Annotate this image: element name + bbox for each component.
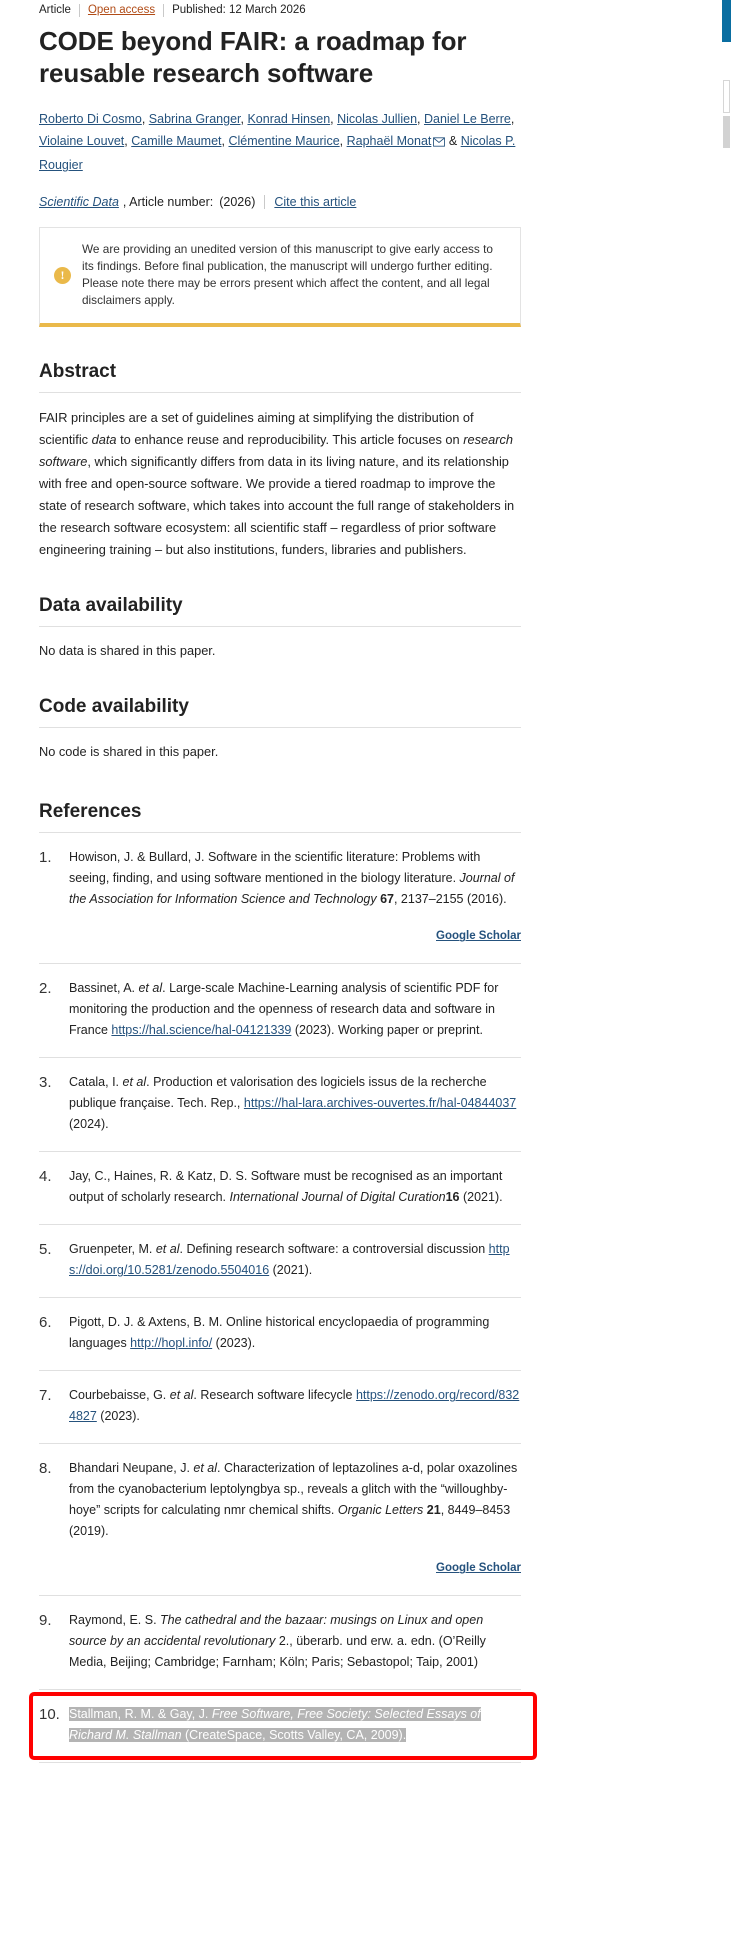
data-availability-text: No data is shared in this paper. <box>39 643 216 659</box>
reference-fragment: , 8449–8453 (2019). <box>69 1503 511 1539</box>
reference-fragment: Gruenpeter, M. <box>69 1242 156 1257</box>
author-link[interactable]: Clémentine Maurice <box>228 134 340 149</box>
reference-item <box>39 1444 521 1596</box>
reference-text <box>69 1072 521 1135</box>
google-scholar-link[interactable]: Google Scholar <box>436 1562 521 1575</box>
reference-number: 8. <box>39 1460 52 1478</box>
author-link[interactable]: Camille Maumet <box>131 134 222 149</box>
reference-text <box>69 1610 521 1673</box>
reference-fragment: (2023). Working paper or preprint. <box>291 1023 483 1038</box>
author-list: Roberto Di Cosmo, Sabrina Granger, Konrad Hinsen, Nicolas Jullien, Daniel Le Berre, Violaine Louvet, Camille Maumet, Clémentine Maurice, Raphaël Monat & Nicolas P. Rougier <box>39 112 516 173</box>
reference-url-link[interactable]: https://hal-lara.archives-ouvertes.fr/hal-04844037 <box>243 1096 517 1111</box>
published-date: Published: 12 March 2026 <box>172 4 306 16</box>
reference-fragment: (2021). <box>459 1190 503 1205</box>
author-link[interactable]: Roberto Di Cosmo <box>39 112 142 127</box>
reference-text <box>69 1458 521 1579</box>
reference-number: 7. <box>39 1387 52 1405</box>
reference-item <box>39 1596 521 1690</box>
reference-number: 1. <box>39 849 52 867</box>
reference-fragment: . Research software lifecycle <box>193 1388 356 1403</box>
author-link[interactable]: Raphaël Monat <box>346 134 432 149</box>
reference-item <box>39 964 521 1058</box>
reference-italic: et al <box>155 1242 180 1257</box>
reference-fragment: Pigott, D. J. & Axtens, B. M. Online historical encyclopaedia of programming languages <box>69 1315 490 1351</box>
reference-fragment: Courbebaisse, G. <box>69 1388 170 1403</box>
reference-fragment: . Defining research software: a controversial discussion <box>179 1242 489 1257</box>
reference-italic: The cathedral and the bazaar: musings on Linux and open source by an accidental revolutionary <box>69 1613 484 1649</box>
reference-fragment: Raymond, E. S. <box>69 1613 161 1628</box>
reference-fragment: Bhandari Neupane, J. <box>69 1461 194 1476</box>
journal-name-link[interactable]: Scientific Data <box>39 195 119 210</box>
reference-italic: et al <box>193 1461 218 1476</box>
notice-text: We are providing an unedited version of this manuscript to give early access to its findings. Before final publication, the manuscript will undergo further editing. Please note there may be errors present which affect the content, and all legal disclaimers apply. <box>82 242 493 308</box>
abstract-emphasis: research software <box>39 432 514 470</box>
reference-item <box>39 1690 521 1763</box>
reference-volume: 67 <box>380 892 394 907</box>
reference-number: 4. <box>39 1168 52 1186</box>
author-link[interactable]: Konrad Hinsen <box>247 112 331 127</box>
reference-fragment: Jay, C., Haines, R. & Katz, D. S. Software must be recognised as an important output of scholarly research. <box>69 1169 503 1205</box>
open-access-link[interactable]: Open access <box>87 4 156 16</box>
reference-text <box>69 978 521 1041</box>
breadcrumb <box>39 2 521 18</box>
right-rail-accent-bar <box>722 0 731 42</box>
reference-italic: et al <box>138 981 163 996</box>
reference-url-link[interactable]: http://hopl.info/ <box>130 1336 213 1351</box>
reference-text <box>69 847 521 947</box>
author-link[interactable]: Sabrina Granger <box>148 112 241 127</box>
reference-list <box>39 833 521 1763</box>
google-scholar-link[interactable]: Google Scholar <box>436 930 521 943</box>
reference-italic: et al <box>122 1075 147 1090</box>
selected-reference-italic: Free Software, Free Society: Selected Essays of Richard M. Stallman <box>69 1707 481 1743</box>
reference-number: 3. <box>39 1074 52 1092</box>
reference-item <box>39 1371 521 1444</box>
journal-meta-divider <box>264 195 265 209</box>
reference-fragment: Catala, I. <box>69 1075 123 1090</box>
reference-url-link[interactable]: https://zenodo.org/record/8324827 <box>69 1388 520 1424</box>
cite-this-article-link[interactable]: Cite this article <box>274 195 357 210</box>
abstract-fragment: , which significantly differs from data in its living nature, and its relationship with free and open-source software. We provide a tiered roadmap to improve the state of research software, which takes into account the full range of stakeholders in the research software ecosystem: all scientific staff – regardless of prior software engineering training – but also institutions, funders, libraries and publishers. <box>39 454 515 558</box>
abstract-fragment: to enhance reuse and reproducibility. This article focuses on <box>116 432 464 448</box>
page-title: CODE beyond FAIR: a roadmap for reusable research software <box>39 26 467 88</box>
reference-item <box>39 1152 521 1225</box>
reference-number: 6. <box>39 1314 52 1332</box>
reference-italic: et al <box>169 1388 194 1403</box>
reference-text <box>69 1166 521 1208</box>
reference-fragment: (2024). <box>69 1117 109 1132</box>
reference-item <box>39 833 521 964</box>
article-number-label: , Article number: <box>122 195 214 210</box>
reference-text <box>69 1704 521 1746</box>
reference-fragment: Howison, J. & Bullard, J. Software in the scientific literature: Problems with seeing, finding, and using software mentioned in the biology literature. <box>69 850 481 886</box>
reference-fragment: , 2137–2155 (2016). <box>393 892 507 907</box>
reference-number: 9. <box>39 1612 52 1630</box>
scrollbar-track[interactable] <box>723 80 730 113</box>
reference-text <box>69 1312 521 1354</box>
reference-text <box>69 1385 521 1427</box>
breadcrumb-article-type: Article <box>39 4 71 16</box>
author-link[interactable]: Nicolas P. Rougier <box>39 134 516 173</box>
reference-text <box>69 1239 521 1281</box>
reference-item <box>39 1058 521 1152</box>
abstract-text <box>39 407 521 561</box>
references-heading: References <box>39 801 521 833</box>
reference-fragment: (2021). <box>269 1263 313 1278</box>
reference-item <box>39 1225 521 1298</box>
unedited-manuscript-notice <box>39 227 521 327</box>
article-content <box>39 0 521 1763</box>
article-number-value: (2026) <box>219 195 256 210</box>
reference-fragment: Bassinet, A. <box>69 981 139 996</box>
abstract-heading: Abstract <box>39 361 521 393</box>
reference-item <box>39 1298 521 1371</box>
reference-number: 5. <box>39 1241 52 1259</box>
reference-url-link[interactable]: https://doi.org/10.5281/zenodo.5504016 <box>69 1242 510 1278</box>
reference-fragment: 2., überarb. und erw. a. edn. (O’Reilly Media, Beijing; Cambridge; Farnham; Köln; Paris; Sebastopol; Taip, 2001) <box>69 1634 486 1670</box>
reference-fragment: (2023). <box>212 1336 256 1351</box>
reference-fragment: . Large-scale Machine-Learning analysis of scientific PDF for monitoring the production and the openness of research data and software in France <box>69 981 499 1038</box>
reference-fragment: . Characterization of leptazolines a-d, polar oxazolines from the cyanobacterium leptolyngbya sp., reveals a glitch with the “willoughby-hoye” scripts for calculating nmr chemical shifts. <box>69 1461 518 1518</box>
selected-reference-text: (CreateSpace, Scotts Valley, CA, 2009). <box>181 1728 407 1743</box>
breadcrumb-divider-2 <box>163 4 164 17</box>
abstract-fragment: FAIR principles are a set of guidelines aiming at simplifying the distribution of scientific <box>39 410 474 448</box>
reference-italic: International Journal of Digital Curation <box>229 1190 446 1205</box>
reference-number: 10. <box>39 1706 60 1724</box>
breadcrumb-divider <box>79 4 80 17</box>
data-availability-heading: Data availability <box>39 595 521 627</box>
reference-italic: Organic Letters <box>337 1503 427 1518</box>
reference-italic: Journal of the Association for Information Science and Technology <box>69 871 515 907</box>
abstract-emphasis: data <box>91 432 117 448</box>
journal-meta <box>39 193 521 211</box>
envelope-icon[interactable] <box>433 132 445 154</box>
reference-volume: 21 <box>426 1503 441 1518</box>
selected-reference-text: Stallman, R. M. & Gay, J. <box>69 1707 212 1722</box>
code-availability-text: No code is shared in this paper. <box>39 744 219 760</box>
reference-url-link[interactable]: https://hal.science/hal-04121339 <box>111 1023 292 1038</box>
scrollbar-thumb[interactable] <box>723 116 730 148</box>
reference-fragment: . Production et valorisation des logiciels issus de la recherche publique française. Tech. Rep., <box>69 1075 487 1111</box>
code-availability-heading: Code availability <box>39 696 521 728</box>
reference-number: 2. <box>39 980 52 998</box>
exclamation-icon: ! <box>54 267 71 284</box>
reference-fragment: (2023). <box>96 1409 140 1424</box>
author-ampersand: & <box>445 134 461 149</box>
author-link[interactable]: Violaine Louvet <box>39 134 125 149</box>
reference-volume: 16 <box>445 1190 460 1205</box>
author-link[interactable]: Daniel Le Berre <box>423 112 511 127</box>
author-link[interactable]: Nicolas Jullien <box>337 112 418 127</box>
